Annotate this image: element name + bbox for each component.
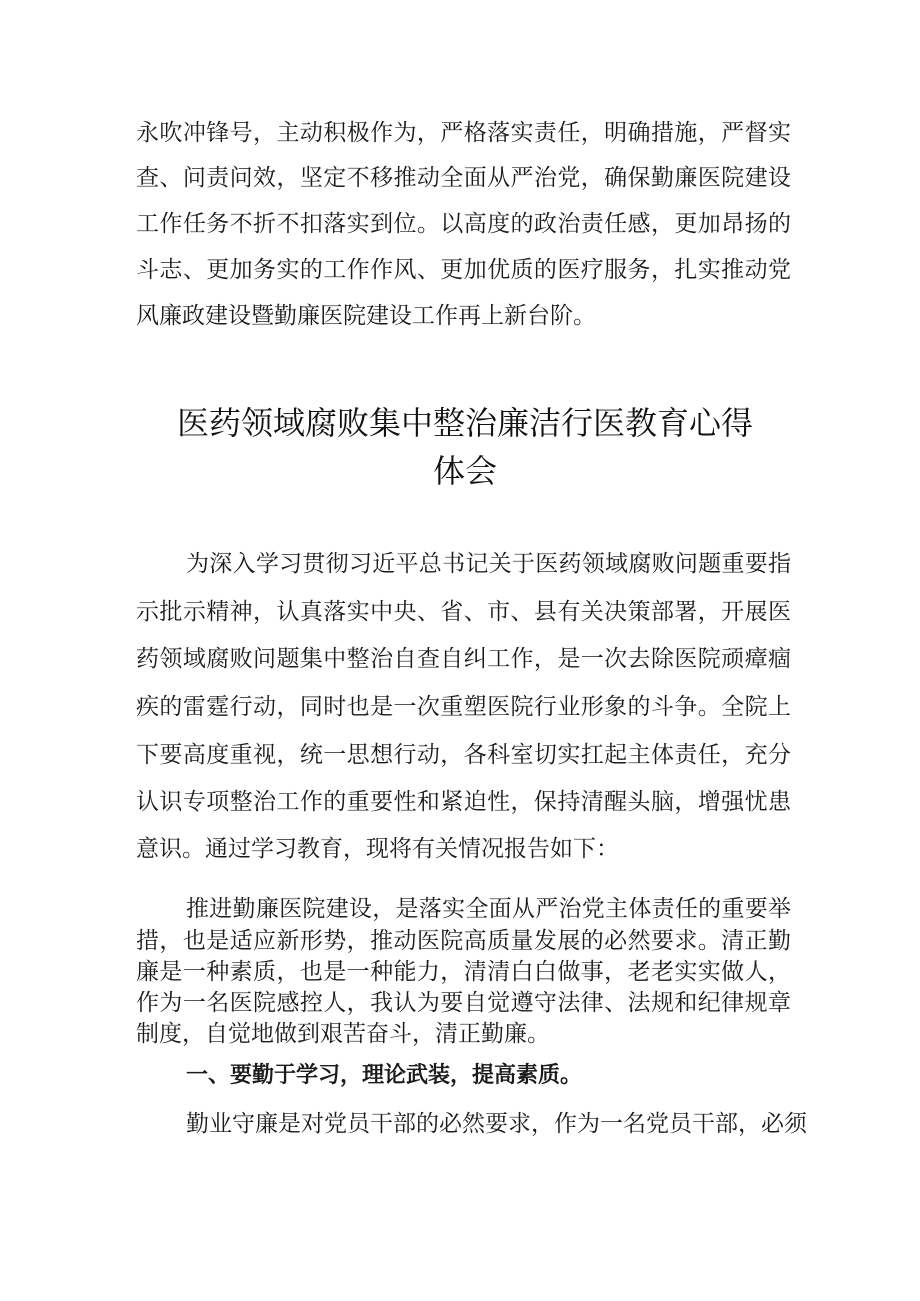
intro-line-1: 永吹冲锋号，主动积极作为，严格落实责任，明确措施，严督实 (136, 120, 791, 146)
paragraph-1-line-3: 药领域腐败问题集中整治自查自纠工作，是一次去除医院顽瘴痼 (136, 646, 791, 672)
intro-line-5: 风廉政建设暨勤廉医院建设工作再上新台阶。 (136, 303, 596, 329)
paragraph-2-line-5: 制度，自觉地做到艰苦奋斗，清正勤廉。 (136, 1021, 550, 1047)
paragraph-2-line-3: 廉是一种素质，也是一种能力，清清白白做事，老老实实做人， (136, 959, 791, 985)
paragraph-3-line-1: 勤业守廉是对党员干部的必然要求，作为一名党员干部，必须 (186, 1111, 807, 1137)
document-title-line-1: 医药领域腐败集中整治廉洁行医教育心得 (176, 404, 753, 442)
paragraph-2-line-1: 推进勤廉医院建设，是落实全面从严治党主体责任的重要举 (186, 896, 791, 922)
intro-line-4: 斗志、更加务实的工作作风、更加优质的医疗服务，扎实推动党 (136, 257, 791, 283)
paragraph-1-line-4: 疾的雷霆行动，同时也是一次重塑医院行业形象的斗争。全院上 (136, 694, 791, 720)
intro-line-3: 工作任务不折不扣落实到位。以高度的政治责任感，更加昂扬的 (136, 211, 791, 237)
section-heading: 一、要勤于学习，理论武装，提高素质。 (186, 1063, 583, 1088)
paragraph-1-line-6: 认识专项整治工作的重要性和紧迫性，保持清醒头脑，增强忧患 (136, 789, 791, 815)
paragraph-1-line-5: 下要高度重视，统一思想行动，各科室切实扛起主体责任，充分 (136, 742, 791, 768)
paragraph-1-line-1: 为深入学习贯彻习近平总书记关于医药领域腐败问题重要指 (186, 551, 791, 577)
paragraph-2-line-2: 措，也是适应新形势，推动医院高质量发展的必然要求。清正勤 (136, 928, 791, 954)
document-title-line-2: 体会 (432, 452, 497, 490)
intro-line-2: 查、问责问效，坚定不移推动全面从严治党，确保勤廉医院建设 (136, 165, 791, 191)
paragraph-1-line-7: 意识。通过学习教育，现将有关情况报告如下： (136, 836, 619, 862)
paragraph-2-line-4: 作为一名医院感控人，我认为要自觉遵守法律、法规和纪律规章 (136, 990, 791, 1016)
paragraph-1-line-2: 示批示精神，认真落实中央、省、市、县有关决策部署，开展医 (136, 599, 791, 625)
